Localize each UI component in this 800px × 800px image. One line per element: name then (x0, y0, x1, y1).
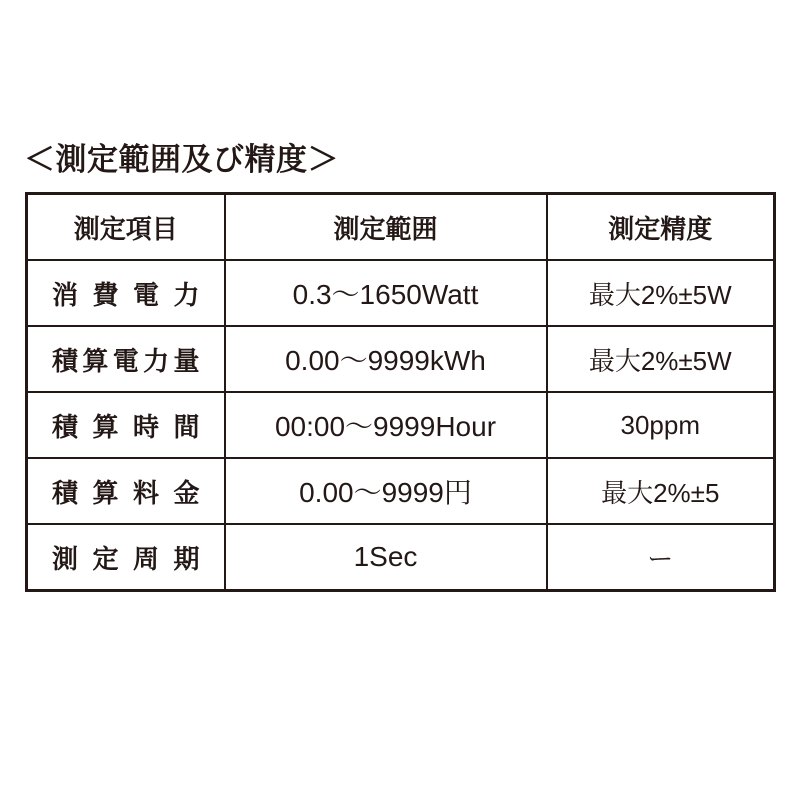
cell-item: 積算料金 (27, 458, 225, 524)
column-header-range: 測定範囲 (225, 194, 547, 261)
cell-accuracy: 最大2%±5W (547, 326, 775, 392)
cell-accuracy: 最大2%±5 (547, 458, 775, 524)
table-row (27, 392, 775, 458)
page-title: ＜測定範囲及び精度＞ (24, 142, 339, 177)
table-row (27, 458, 775, 524)
cell-accuracy: 30ppm (547, 392, 775, 458)
cell-accuracy: ー (547, 524, 775, 591)
cell-item: 消費電力 (27, 260, 225, 326)
cell-range: 0.00〜9999kWh (225, 326, 547, 392)
cell-item: 測定周期 (27, 524, 225, 591)
column-header-accuracy: 測定精度 (547, 194, 775, 261)
cell-range: 00:00〜9999Hour (225, 392, 547, 458)
cell-range: 0.00〜9999円 (225, 458, 547, 524)
cell-range: 0.3〜1650Watt (225, 260, 547, 326)
cell-range: 1Sec (225, 524, 547, 591)
measurement-spec-table (25, 192, 776, 592)
table-row (27, 326, 775, 392)
cell-item: 積算電力量 (27, 326, 225, 392)
table-header-row (27, 194, 775, 261)
table-row (27, 524, 775, 591)
cell-accuracy: 最大2%±5W (547, 260, 775, 326)
table-row (27, 260, 775, 326)
column-header-item: 測定項目 (27, 194, 225, 261)
cell-item: 積算時間 (27, 392, 225, 458)
